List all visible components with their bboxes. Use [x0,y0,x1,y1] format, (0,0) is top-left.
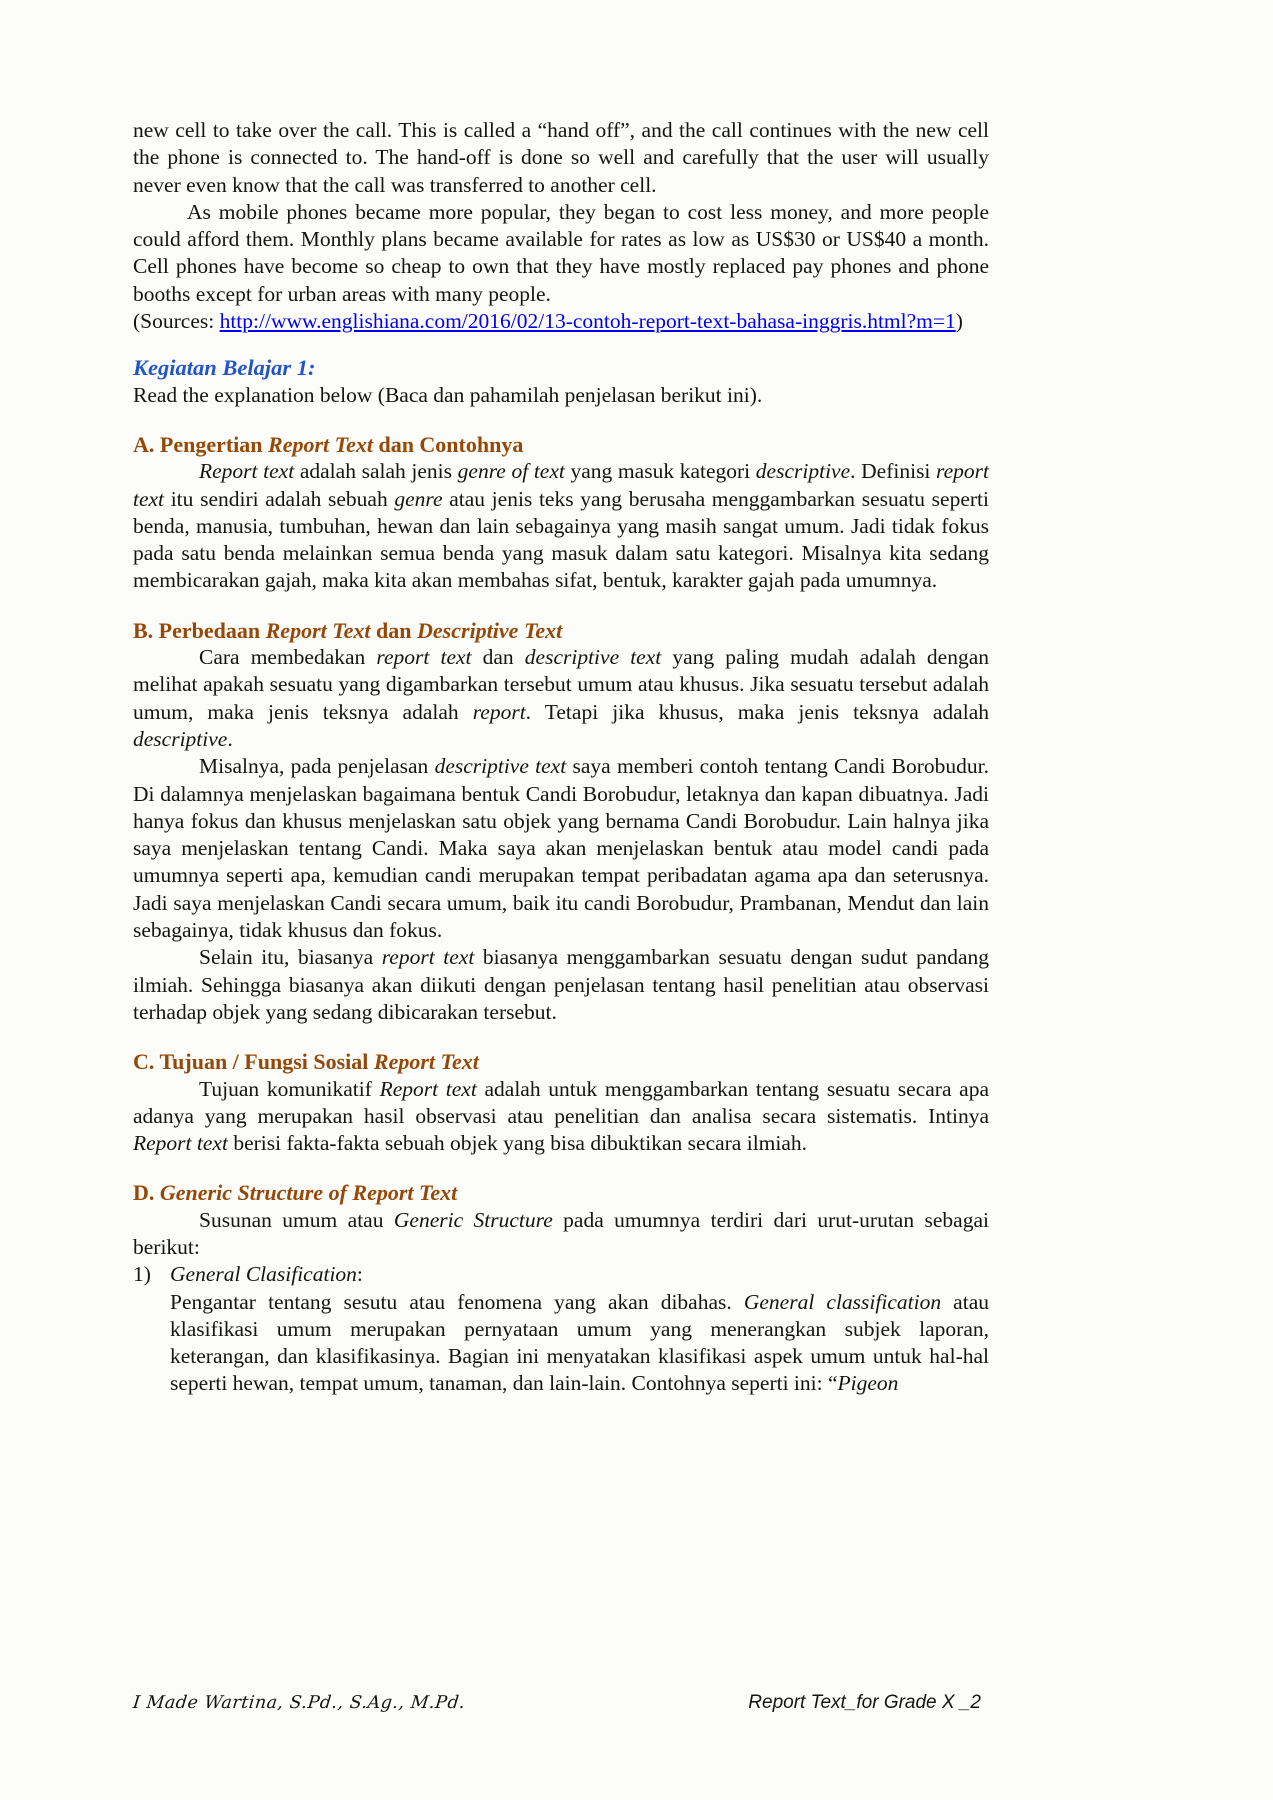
intro-paragraph-1: new cell to take over the call. This is called a “hand off”, and the call continues with the new cell the phone is connected to. The hand-off is done so well and carefully that the user will usually never even know that the call was transferred to another cell. [133,118,989,197]
section-b-heading: B. Perbedaan Report Text dan Descriptive Text [133,617,563,643]
section-c-heading: C. Tujuan / Fungsi Sosial Report Text [133,1049,479,1075]
page-footer [133,1692,981,1714]
list-item-1 [133,1261,989,1288]
list-item-1-body: Pengantar tentang sesutu atau fenomena yang akan dibahas. General classification atau klasifikasi umum merupakan pernyataan umum yang menerangkan subjek laporan, keterangan, dan klasifikasinya. Bagian ini menyatakan klasifikasi aspek umum untuk hal-hal seperti hewan, tempat umum, tanaman, dan lain-lain. Contohnya seperti ini: “Pigeon [170,1289,989,1396]
section-a-paragraph: Report text adalah salah jenis genre of text yang masuk kategori descriptive. Definisi report text itu sendiri adalah sebuah genre atau jenis teks yang berusaha menggambarkan sesuatu seperti benda, manusia, tumbuhan, hewan dan lain sebagainya yang masih sangat umum. Jadi tidak fokus pada satu benda melainkan semua benda yang masuk dalam satu kategori. Misalnya kita sedang membicarakan gajah, maka kita akan membahas sifat, bentuk, karakter gajah pada umumnya. [133,459,989,593]
activity-title: Kegiatan Belajar 1: [133,355,316,381]
section-d-heading: D. Generic Structure of Report Text [133,1180,458,1206]
footer-document-title: Report Text_for Grade X _2 [748,1692,981,1713]
section-b-paragraph-3: Selain itu, biasanya report text biasanya menggambarkan sesuatu dengan sudut pandang ilmiah. Sehingga biasanya akan diikuti dengan penjelasan tentang hasil penelitian atau observasi terhadap objek yang sedang dibicarakan tersebut. [133,945,989,1024]
list-item-1-number: 1) [133,1262,151,1287]
sources-prefix: (Sources: [133,309,220,334]
activity-instruction: Read the explanation below (Baca dan pahamilah penjelasan berikut ini). [133,382,763,407]
section-b-paragraph-2: Misalnya, pada penjelasan descriptive text saya memberi contoh tentang Candi Borobudur. Di dalamnya menjelaskan bagaimana bentuk Candi Borobudur, letaknya dan kapan dibuatnya. Jadi hanya fokus dan khusus menjelaskan satu objek yang bernama Candi Borobudur. Lain halnya jika saya menjelaskan tentang Candi. Maka saya akan menjelaskan bentuk atau model candi pada umumnya seperti apa, kemudian candi merupakan tempat peribadatan agama apa dan seterusnya. Jadi saya menjelaskan Candi secara umum, baik itu candi Borobudur, Prambanan, Mendut dan lain sebagainya, tidak khusus dan fokus. [133,754,990,943]
page-content [133,117,989,1398]
sources-line [133,308,989,335]
section-c-paragraph: Tujuan komunikatif Report text adalah untuk menggambarkan tentang sesuatu secara apa adanya yang merupakan hasil observasi atau penelitian dan analisa secara sistematis. Intinya Report text berisi fakta-fakta sebuah objek yang bisa dibuktikan secara ilmiah. [133,1076,989,1156]
footer-author: I Made Wartina, S.Pd., S.Ag., M.Pd. [131,1693,467,1713]
section-d-paragraph: Susunan umum atau Generic Structure pada umumnya terdiri dari urut-urutan sebagai berikut: [133,1207,989,1259]
intro-paragraph-2: As mobile phones became more popular, they began to cost less money, and more people could afford them. Monthly plans became available for rates as low as US$30 or US$40 a month. Cell phones have become so cheap to own that they have mostly replaced pay phones and phone booths except for urban areas with many people. [133,199,989,306]
list-item-1-title: General Clasification: [170,1262,363,1287]
section-a-heading: A. Pengertian Report Text dan Contohnya [133,431,524,457]
section-b-paragraph-1: Cara membedakan report text dan descriptive text yang paling mudah adalah dengan melihat apakah sesuatu yang digambarkan tersebut umum atau khusus. Jika sesuatu tersebut adalah umum, maka jenis teksnya adalah report. Tetapi jika khusus, maka jenis teksnya adalah descriptive. [133,645,990,751]
sources-suffix: ) [955,309,963,334]
source-link[interactable]: http://www.englishiana.com/2016/02/13-contoh-report-text-bahasa-inggris.html?m=1 [219,309,956,334]
